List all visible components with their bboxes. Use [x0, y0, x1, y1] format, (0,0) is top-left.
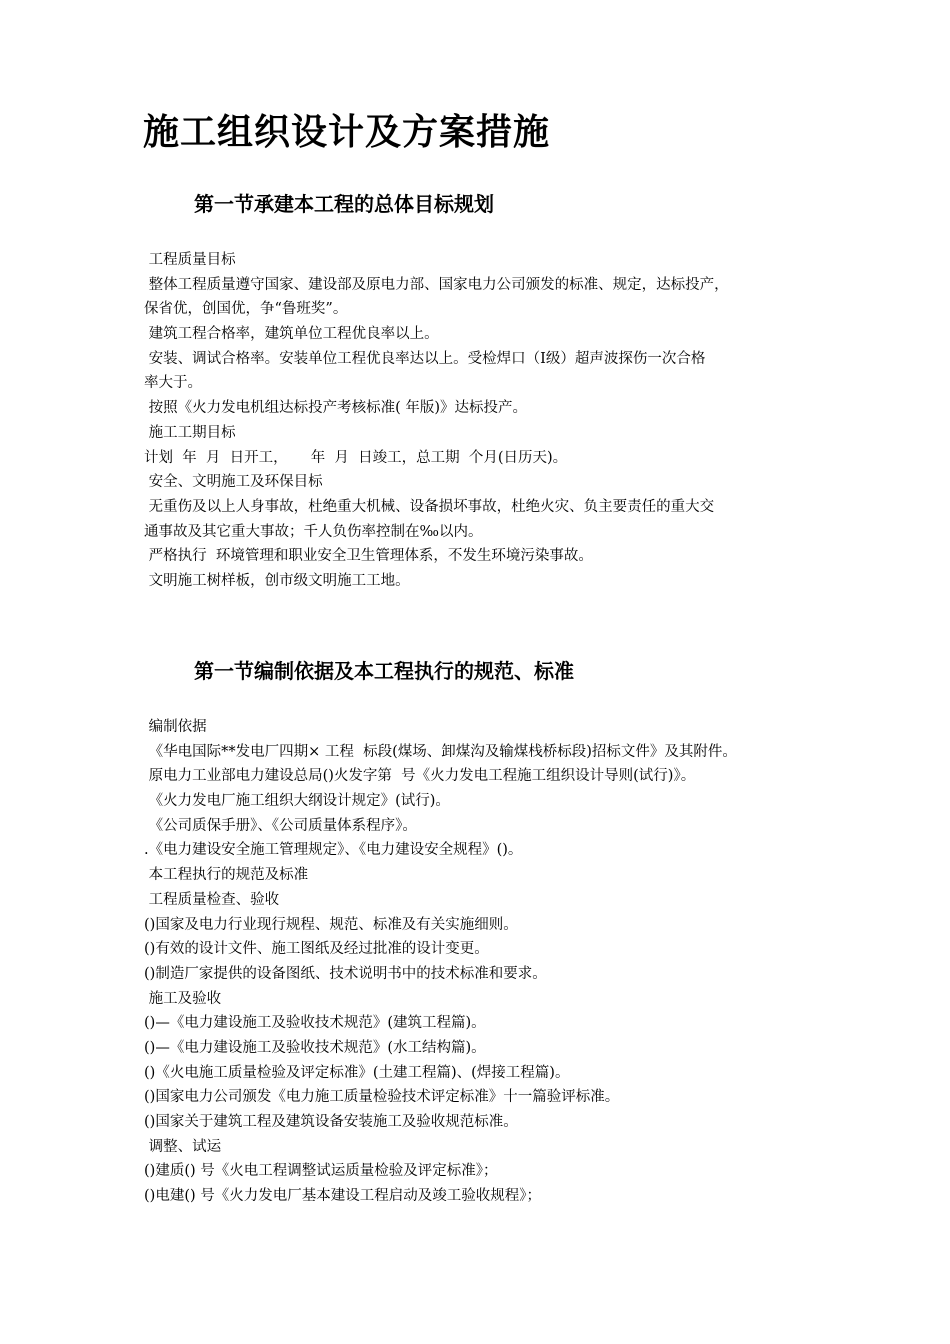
section-heading-basis: 第一节编制依据及本工程执行的规范、标准 [194, 659, 574, 683]
text-line: 工程质量目标 [144, 252, 236, 268]
text-line: 《华电国际**发电厂四期× 工程 标段(煤场、卸煤沟及输煤栈桥标段)招标文件》及其附件。 [144, 743, 737, 760]
text-line: 通事故及其它重大事故；千人负伤率控制在‰以内。 [144, 523, 483, 540]
section-body-basis [144, 715, 824, 1209]
text-line: 调整、试运 [144, 1138, 222, 1155]
text-line: 严格执行 环境管理和职业安全卫生管理体系，不发生环境污染事故。 [144, 548, 593, 565]
text-line: ()电建() 号《火力发电厂基本建设工程启动及竣工验收规程》； [144, 1188, 541, 1205]
text-line: 按照《火力发电机组达标投产考核标准( 年版)》达标投产。 [144, 400, 528, 417]
text-line: 《火力发电厂施工组织大纲设计规定》(试行)。 [144, 793, 450, 810]
text-line: ()国家电力公司颁发《电力施工质量检验技术评定标准》十一篇验评标准。 [144, 1089, 620, 1106]
text-line: 保省优，创国优，争“鲁班奖”。 [144, 301, 348, 318]
text-line: 文明施工树样板，创市级文明施工工地。 [144, 572, 410, 589]
text-line: .《电力建设安全施工管理规定》、《电力建设安全规程》()。 [144, 842, 523, 859]
text-line: 率大于。 [144, 375, 202, 392]
text-line: 安全、文明施工及环保目标 [144, 474, 323, 491]
text-line: 编制依据 [144, 719, 207, 735]
text-line: ()有效的设计文件、施工图纸及经过批准的设计变更。 [144, 941, 489, 958]
text-line: 计划 年 月 日开工， 年 月 日竣工，总工期 个月(日历天)。 [144, 449, 568, 466]
text-line: ()国家关于建筑工程及建筑设备安装施工及验收规范标准。 [144, 1114, 518, 1130]
text-line: 施工及验收 [144, 990, 222, 1007]
text-line: 无重伤及以上人身事故，杜绝重大机械、设备损坏事故，杜绝火灾、负主要责任的重大交 [144, 498, 715, 515]
text-line: ()建质() 号《火电工程调整试运质量检验及评定标准》； [144, 1163, 498, 1180]
section-heading-goals: 第一节承建本工程的总体目标规划 [194, 192, 494, 216]
text-line: 本工程执行的规范及标准 [144, 867, 309, 884]
text-line: ()制造厂家提供的设备图纸、技术说明书中的技术标准和要求。 [144, 965, 547, 982]
text-line: ()国家及电力行业现行规程、规范、标准及有关实施细则。 [144, 916, 518, 933]
section-body-goals [144, 248, 824, 594]
text-line: 施工工期目标 [144, 424, 236, 441]
text-line: 工程质量检查、验收 [144, 891, 280, 908]
text-line: 原电力工业部电力建设总局()火发字第 号《火力发电工程施工组织设计导则(试行)》。 [144, 768, 696, 785]
text-line: ()—《电力建设施工及验收技术规范》(水工结构篇)。 [144, 1039, 486, 1056]
text-line: ()《火电施工质量检验及评定标准》(土建工程篇)、(焊接工程篇)。 [144, 1064, 570, 1081]
text-line: ()—《电力建设施工及验收技术规范》(建筑工程篇)。 [144, 1015, 486, 1032]
text-line: 建筑工程合格率，建筑单位工程优良率以上。 [144, 326, 439, 343]
text-line: 《公司质保手册》、《公司质量体系程序》。 [144, 817, 417, 834]
text-line: 安装、调试合格率。安装单位工程优良率达以上。受检焊口（Ⅰ级）超声波探伤一次合格 [144, 350, 706, 367]
text-line: 整体工程质量遵守国家、建设部及原电力部、国家电力公司颁发的标准、规定，达标投产， [144, 276, 729, 293]
document-title: 施工组织设计及方案措施 [143, 111, 551, 153]
